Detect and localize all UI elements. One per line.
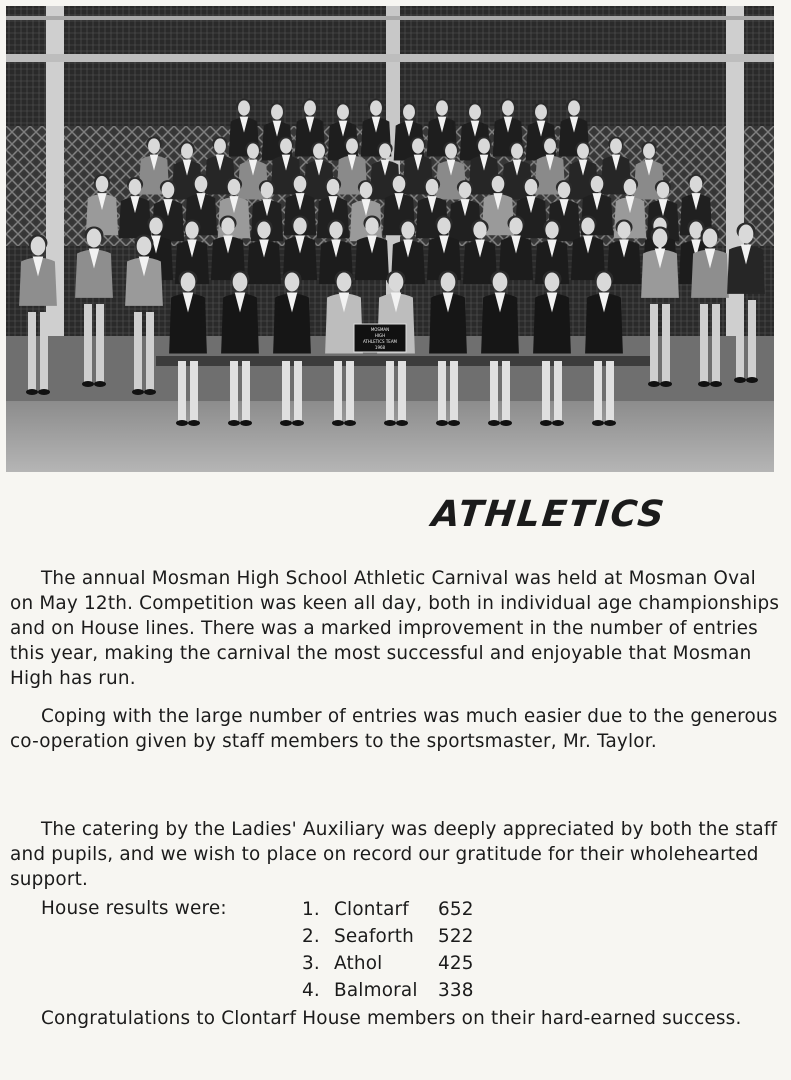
student-shoe [82,381,94,387]
student-legs [594,361,602,423]
result-points: 652 [438,899,474,920]
student-legs [282,361,290,423]
student-shoe [332,420,344,426]
result-house: Seaforth [334,926,415,947]
result-points: 522 [438,926,474,947]
result-house: Athol [334,953,383,974]
student-shoe [26,389,38,395]
student-shoe [552,420,564,426]
student-legs [748,300,756,380]
student-shoe [592,420,604,426]
student-legs [96,304,104,384]
results-label: House results were: [41,898,227,919]
sign-line-2: HIGH [374,333,386,338]
team-photo [6,6,774,472]
student-shoe [94,381,106,387]
result-rank: 2. [302,926,320,947]
result-row [302,923,488,950]
result-points: 425 [438,953,474,974]
student-legs [450,361,458,423]
student-legs [242,361,250,423]
student-shoe [746,377,758,383]
sign-line-4: 1968 [374,345,386,350]
team-sign [354,324,406,352]
student-shoe [436,420,448,426]
sign-line-1: MOSMAN [370,327,390,332]
student-legs [40,312,48,392]
student-legs [606,361,614,423]
student-shoe [240,420,252,426]
student-shoe [38,389,50,395]
student-shoe [188,420,200,426]
student-legs [490,361,498,423]
student-legs [438,361,446,423]
student-legs [190,361,198,423]
result-row [302,896,488,923]
student-shoe [660,381,672,387]
student-shoe [698,381,710,387]
paragraph-catering: The catering by the Ladies' Auxiliary was deeply appreciated by both the staff and pupils, and we wish to place on record our gratitude for their wholehearted support. [10,819,778,890]
student-legs [700,304,708,384]
student-shoe [448,420,460,426]
student-legs [230,361,238,423]
result-rank: 3. [302,953,320,974]
student-legs [502,361,510,423]
student-legs [662,304,670,384]
student-legs [346,361,354,423]
house-results-list [302,896,488,1004]
student-shoe [500,420,512,426]
team-photo-graphic [6,6,774,472]
student-legs [146,312,154,392]
student-legs [178,361,186,423]
student-legs [334,361,342,423]
student-legs [554,361,562,423]
result-house: Balmoral [334,980,418,1001]
result-row [302,950,488,977]
student-legs [386,361,394,423]
student-shoe [396,420,408,426]
student-legs [28,312,36,392]
student-shoe [710,381,722,387]
student-shoe [228,420,240,426]
student-shoe [540,420,552,426]
result-rank: 1. [302,899,320,920]
paragraph-entries: Coping with the large number of entries was much easier due to the generous co-operation given by staff members to the sportsmaster, Mr. Taylor. [10,706,778,752]
student-legs [542,361,550,423]
student-shoe [344,420,356,426]
student-shoe [144,389,156,395]
student-legs [712,304,720,384]
student-shoe [176,420,188,426]
student-shoe [132,389,144,395]
result-house: Clontarf [334,899,409,920]
student-shoe [280,420,292,426]
student-legs [84,304,92,384]
student-shoe [488,420,500,426]
student-legs [398,361,406,423]
student-legs [736,300,744,380]
student-shoe [604,420,616,426]
page-heading: ATHLETICS [429,494,668,535]
student-shoe [734,377,746,383]
paragraph-congratulations: Congratulations to Clontarf House members on their hard-earned success. [41,1008,742,1029]
sign-line-3: ATHLETICS TEAM [362,339,398,344]
student-shoe [384,420,396,426]
result-points: 338 [438,980,474,1001]
result-rank: 4. [302,980,320,1001]
paragraph-carnival: The annual Mosman High School Athletic Carnival was held at Mosman Oval on May 12th. Competition was keen all day, both in individual age championships and on House lines. There was a marked improvement in the number of entries this year, making the carnival the most successful and enjoyable that Mosman High has run. [10,568,780,689]
student-legs [134,312,142,392]
student-legs [650,304,658,384]
student-shoe [648,381,660,387]
student-shoe [292,420,304,426]
result-row [302,977,488,1004]
student-legs [294,361,302,423]
